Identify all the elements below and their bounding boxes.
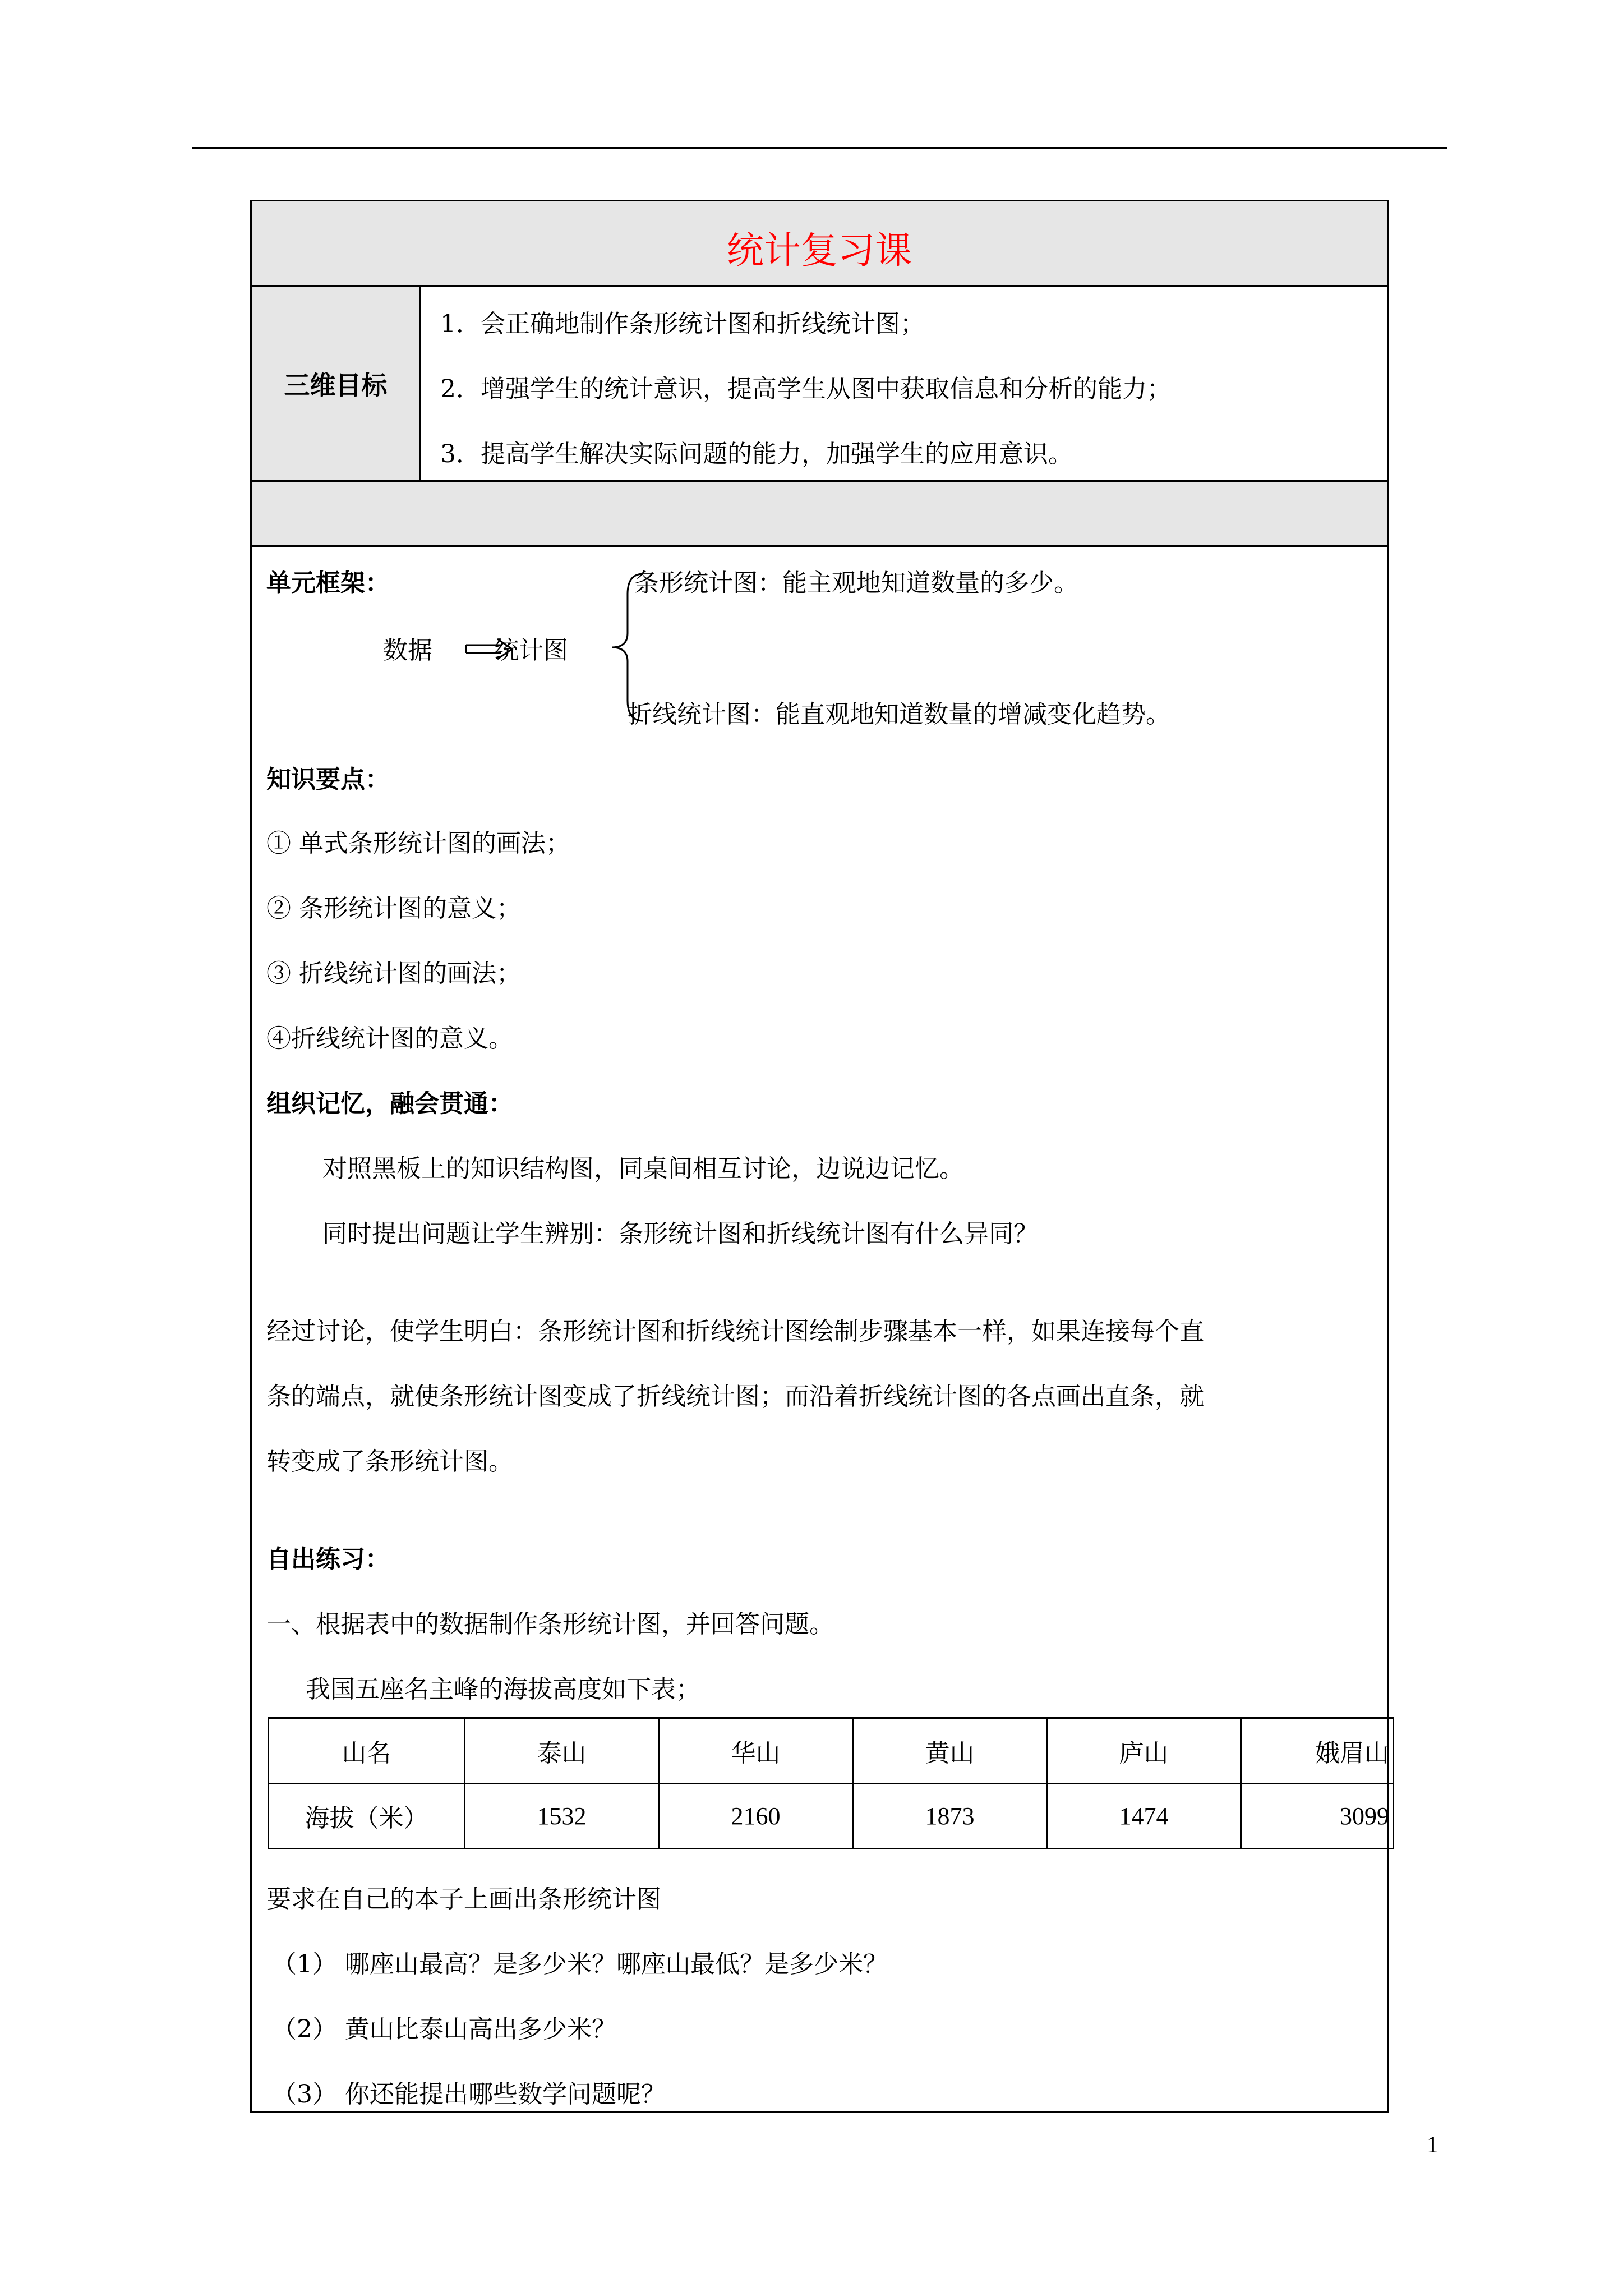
points-heading: 知识要点：: [266, 765, 390, 794]
table-cell: 庐山: [1047, 1718, 1241, 1784]
goal-item-1: 1．会正确地制作条形统计图和折线统计图；: [440, 310, 925, 338]
table-header-row: [269, 1718, 1394, 1784]
title-row: [252, 201, 1387, 287]
goals-label: 三维目标: [284, 370, 388, 401]
header-rule: [192, 147, 1447, 149]
table-cell: 海拔（米）: [269, 1783, 465, 1849]
goal-item-2: 2．增强学生的统计意识，提高学生从图中获取信息和分析的能力；: [440, 375, 1172, 403]
page-title: 统计复习课: [727, 229, 912, 272]
practice-heading: 自出练习：: [266, 1545, 390, 1573]
table-cell: 华山: [659, 1718, 853, 1784]
discussion-line-1: 经过讨论，使学生明白：条形统计图和折线统计图绘制步骤基本一样，如果连接每个直: [266, 1317, 1204, 1346]
practice-task: 一、根据表中的数据制作条形统计图，并回答问题。: [266, 1610, 834, 1639]
discussion-line-3: 转变成了条形统计图。: [266, 1447, 513, 1476]
framework-heading: 单元框架：: [266, 569, 390, 597]
question-2: （2） 黄山比泰山高出多少米？: [272, 2015, 616, 2044]
blank-gray-row: [252, 482, 1387, 547]
point-item-1: ① 单式条形统计图的画法；: [266, 829, 570, 858]
memory-paragraph-2: 同时提出问题让学生辨别：条形统计图和折线统计图有什么异同？: [322, 1220, 1038, 1248]
table-row: [269, 1783, 1394, 1849]
table-cell: 1474: [1047, 1783, 1241, 1849]
point-item-3: ③ 折线统计图的画法；: [266, 959, 521, 988]
lesson-table: [250, 200, 1389, 2113]
point-item-4: ④折线统计图的意义。: [266, 1024, 513, 1053]
table-cell: 3099: [1241, 1783, 1394, 1849]
point-item-2: ② 条形统计图的意义；: [266, 894, 521, 923]
table-cell: 山名: [269, 1718, 465, 1784]
goals-label-cell: [252, 287, 421, 480]
table-cell: 1532: [465, 1783, 659, 1849]
framework-bar-chart: 条形统计图：能主观地知道数量的多少。: [634, 569, 1078, 597]
mountain-height-table: [268, 1717, 1394, 1849]
table-cell: 泰山: [465, 1718, 659, 1784]
table-cell: 黄山: [853, 1718, 1047, 1784]
framework-line-chart: 折线统计图：能直观地知道数量的增减变化趋势。: [628, 700, 1170, 729]
discussion-line-2: 条的端点，就使条形统计图变成了折线统计图；而沿着折线统计图的各点画出直条，就: [266, 1382, 1204, 1411]
memory-heading: 组织记忆，融会贯通：: [266, 1089, 513, 1118]
table-cell: 娥眉山: [1241, 1718, 1394, 1784]
table-cell: 2160: [659, 1783, 853, 1849]
question-3: （3） 你还能提出哪些数学问题呢？: [272, 2080, 666, 2109]
practice-requirement: 要求在自己的本子上画出条形统计图: [266, 1885, 661, 1913]
question-1: （1） 哪座山最高？是多少米？哪座山最低？是多少米？: [272, 1950, 888, 1978]
goal-item-3: 3．提高学生解决实际问题的能力，加强学生的应用意识。: [440, 440, 1073, 468]
memory-paragraph-1: 对照黑板上的知识结构图，同桌间相互讨论，边说边记忆。: [322, 1154, 964, 1183]
framework-target: 统计图: [494, 636, 568, 665]
framework-source: 数据: [383, 636, 432, 665]
page-number: 1: [1427, 2132, 1438, 2158]
goals-row: [252, 287, 1387, 482]
table-cell: 1873: [853, 1783, 1047, 1849]
practice-intro: 我国五座名主峰的海拔高度如下表；: [306, 1675, 700, 1704]
